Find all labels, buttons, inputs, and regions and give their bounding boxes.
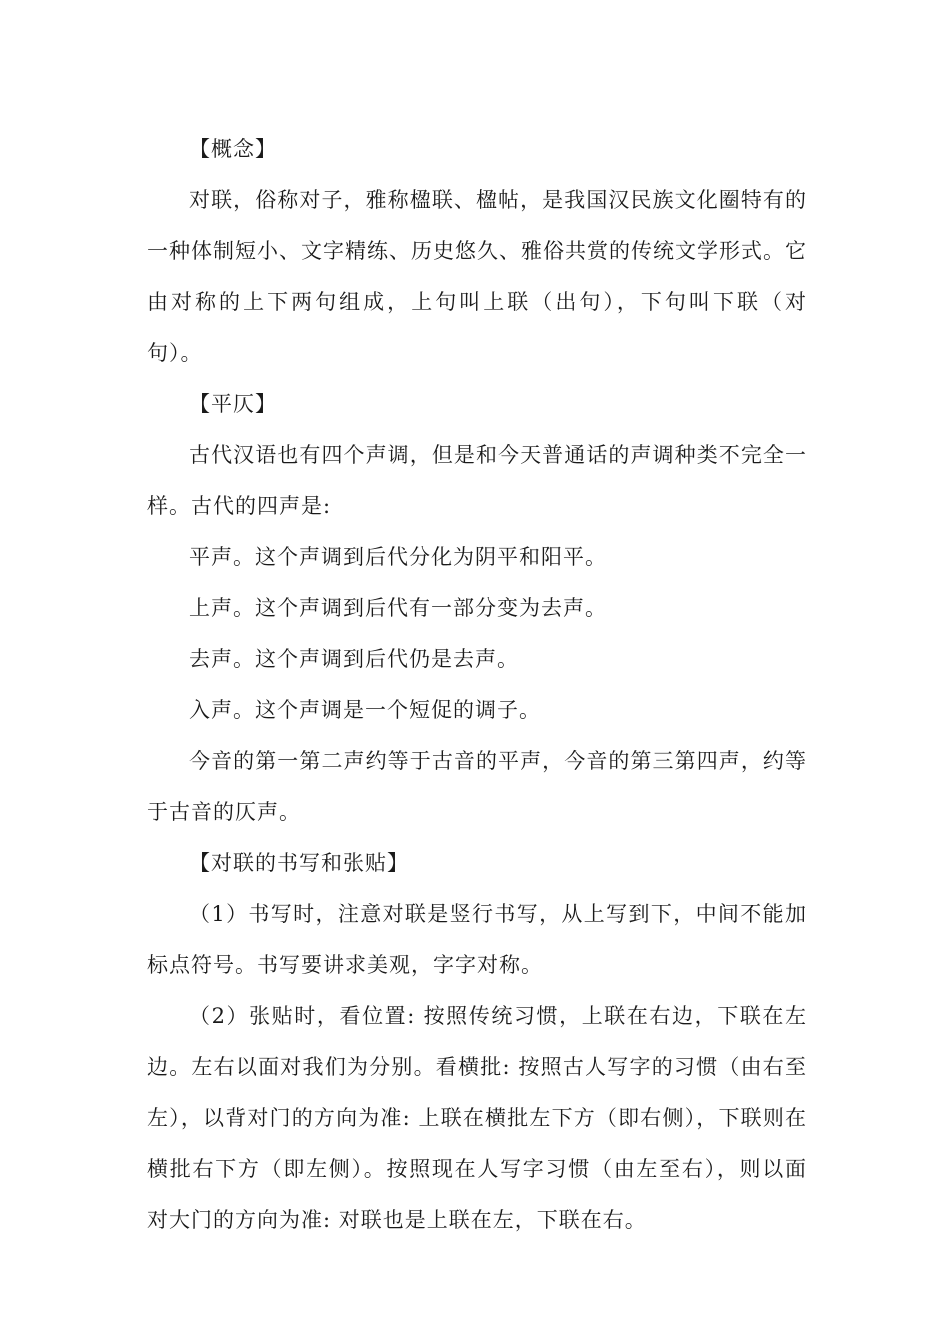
paragraph-writing: （1）书写时，注意对联是竖行书写，从上写到下，中间不能加标点符号。书写要讲求美观，字字对称。 — [147, 902, 807, 977]
document-body — [147, 124, 807, 1246]
paragraph-tone-ru: 入声。这个声调是一个短促的调子。 — [189, 698, 541, 722]
paragraph-concept: 对联，俗称对子，雅称楹联、楹帖，是我国汉民族文化圈特有的一种体制短小、文字精练、历史悠久、雅俗共赏的传统文学形式。它由对称的上下两句组成，上句叫上联（出句），下句叫下联（对句）。 — [147, 188, 807, 365]
paragraph-tone-ping: 平声。这个声调到后代分化为阴平和阳平。 — [189, 545, 607, 569]
paragraph-posting: （2）张贴时，看位置: 按照传统习惯，上联在右边，下联在左边。左右以面对我们为分别。看横批: 按照古人写字的习惯（由右至左），以背对门的方向为准: 上联在横批左下方（即右侧），下联则在横批右下方（即左侧）。按照现在人写字习惯（由左至右），则以面对大门的方向为准: 对联也是上联在左，下联在右。 — [147, 1004, 807, 1232]
paragraph-tone-shang: 上声。这个声调到后代有一部分变为去声。 — [189, 596, 607, 620]
section-heading-writing: 【对联的书写和张贴】 — [189, 851, 409, 875]
paragraph-tones-summary: 今音的第一第二声约等于古音的平声，今音的第三第四声，约等于古音的仄声。 — [147, 749, 807, 824]
paragraph-tones-intro: 古代汉语也有四个声调，但是和今天普通话的声调种类不完全一样。古代的四声是: — [147, 443, 807, 518]
section-heading-tones: 【平仄】 — [189, 392, 277, 416]
paragraph-tone-qu: 去声。这个声调到后代仍是去声。 — [189, 647, 519, 671]
section-heading-concept: 【概念】 — [189, 137, 277, 161]
